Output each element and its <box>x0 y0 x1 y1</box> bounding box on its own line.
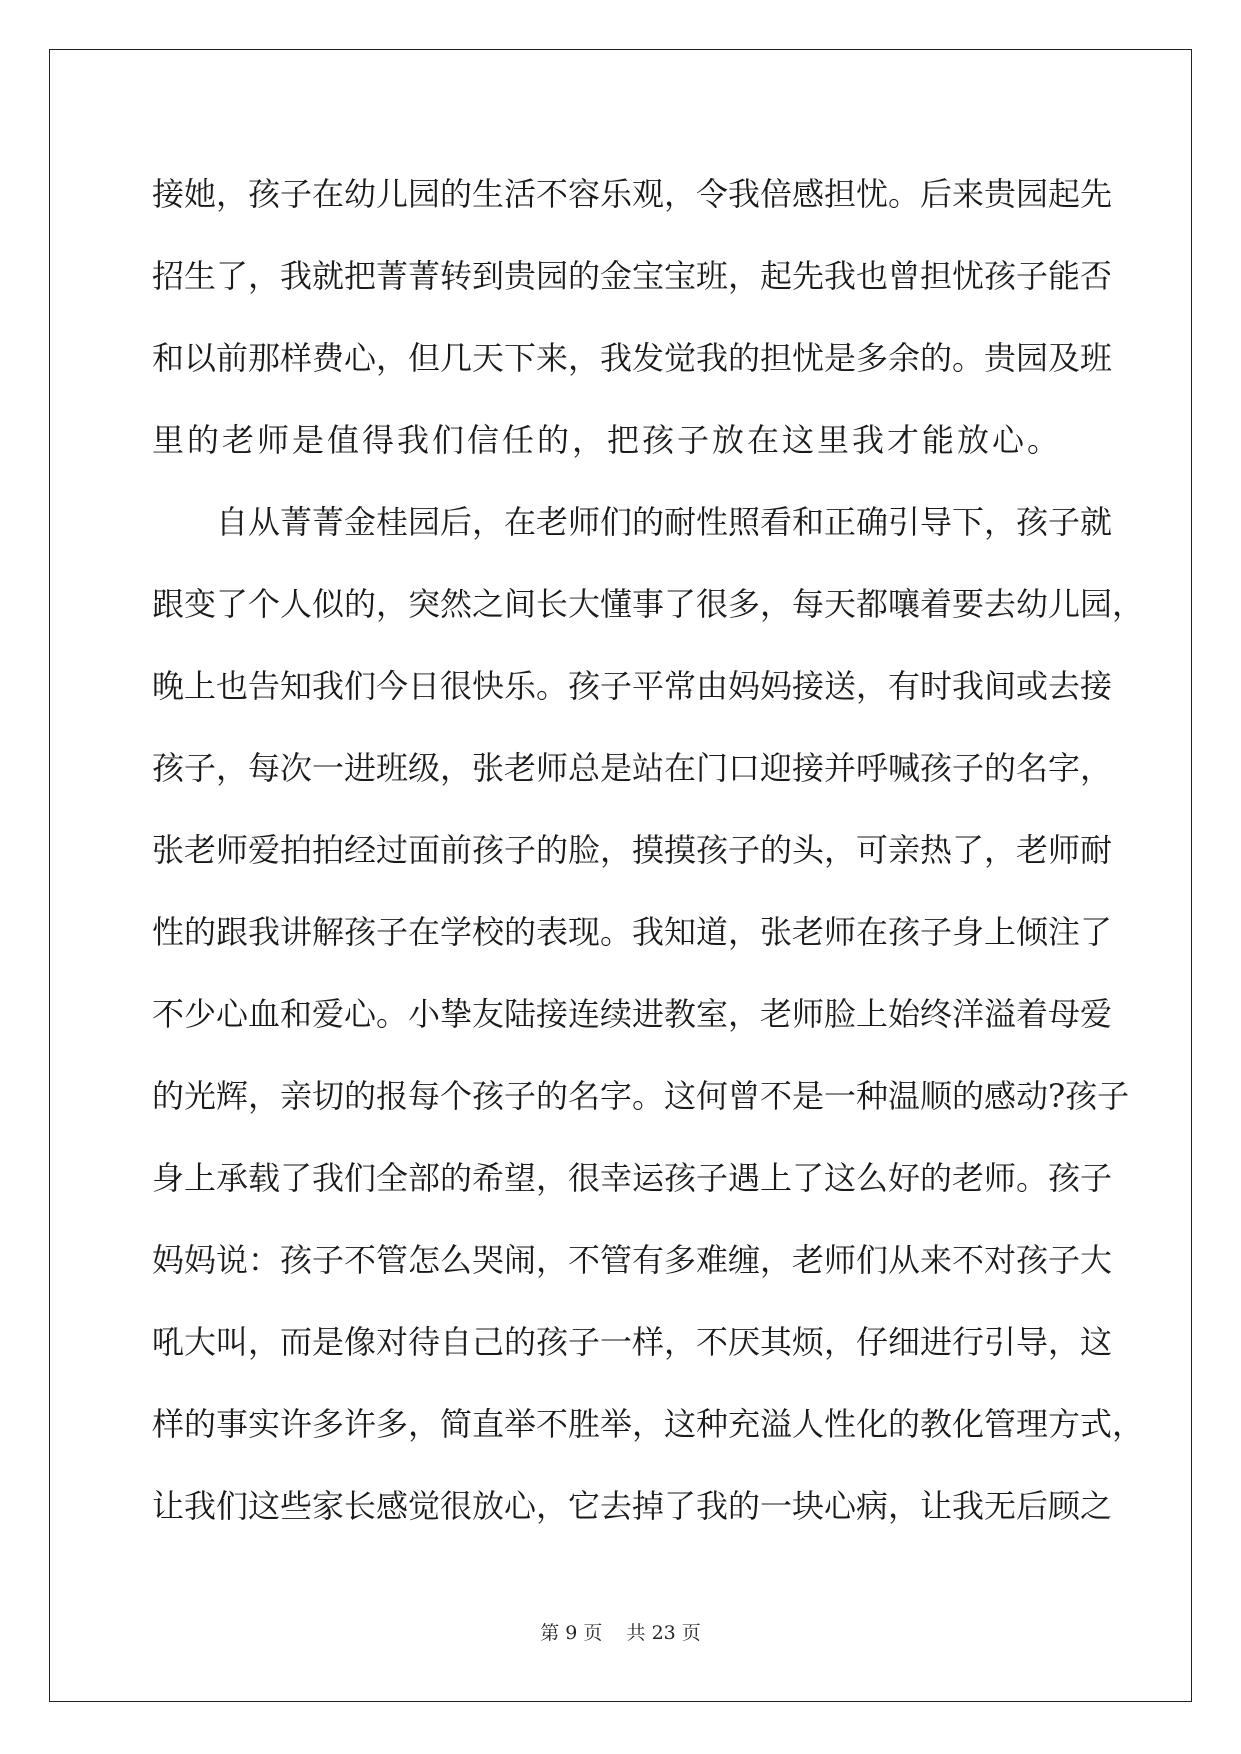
text-line: 招生了，我就把菁菁转到贵园的金宝宝班，起先我也曾担忧孩子能否 <box>152 257 1113 295</box>
text-line: 身上承载了我们全部的希望，很幸运孩子遇上了这么好的老师。孩子 <box>152 1159 1113 1197</box>
page-number-footer: 第 9 页 共 23 页 <box>540 1622 701 1644</box>
text-line: 吼大叫，而是像对待自己的孩子一样，不厌其烦，仔细进行引导，这 <box>152 1323 1113 1361</box>
text-line: 跟变了个人似的，突然之间长大懂事了很多，每天都嚷着要去幼儿园， <box>152 585 1145 623</box>
text-line: 的光辉，亲切的报每个孩子的名字。这何曾不是一种温顺的感动?孩子 <box>152 1077 1130 1115</box>
text-line: 性的跟我讲解孩子在学校的表现。我知道，张老师在孩子身上倾注了 <box>152 913 1113 951</box>
text-line: 自从菁菁金桂园后，在老师们的耐性照看和正确引导下，孩子就 <box>216 503 1113 541</box>
document-body <box>152 158 1145 1552</box>
text-line: 里的老师是值得我们信任的，把孩子放在这里我才能放心。 <box>152 421 1063 459</box>
text-line: 晚上也告知我们今日很快乐。孩子平常由妈妈接送，有时我间或去接 <box>152 667 1113 705</box>
text-line: 样的事实许多许多，简直举不胜举，这种充溢人性化的教化管理方式， <box>152 1405 1145 1443</box>
text-line: 妈妈说：孩子不管怎么哭闹，不管有多难缠，老师们从来不对孩子大 <box>152 1241 1113 1279</box>
text-line: 孩子，每次一进班级，张老师总是站在门口迎接并呼喊孩子的名字， <box>152 749 1113 787</box>
text-line: 和以前那样费心，但几天下来，我发觉我的担忧是多余的。贵园及班 <box>152 339 1113 377</box>
text-line: 接她，孩子在幼儿园的生活不容乐观，令我倍感担忧。后来贵园起先 <box>152 175 1113 213</box>
text-line: 让我们这些家长感觉很放心，它去掉了我的一块心病，让我无后顾之 <box>152 1487 1113 1525</box>
text-line: 张老师爱拍拍经过面前孩子的脸，摸摸孩子的头，可亲热了，老师耐 <box>152 831 1113 869</box>
text-line: 不少心血和爱心。小挚友陆接连续进教室，老师脸上始终洋溢着母爱 <box>152 995 1113 1033</box>
